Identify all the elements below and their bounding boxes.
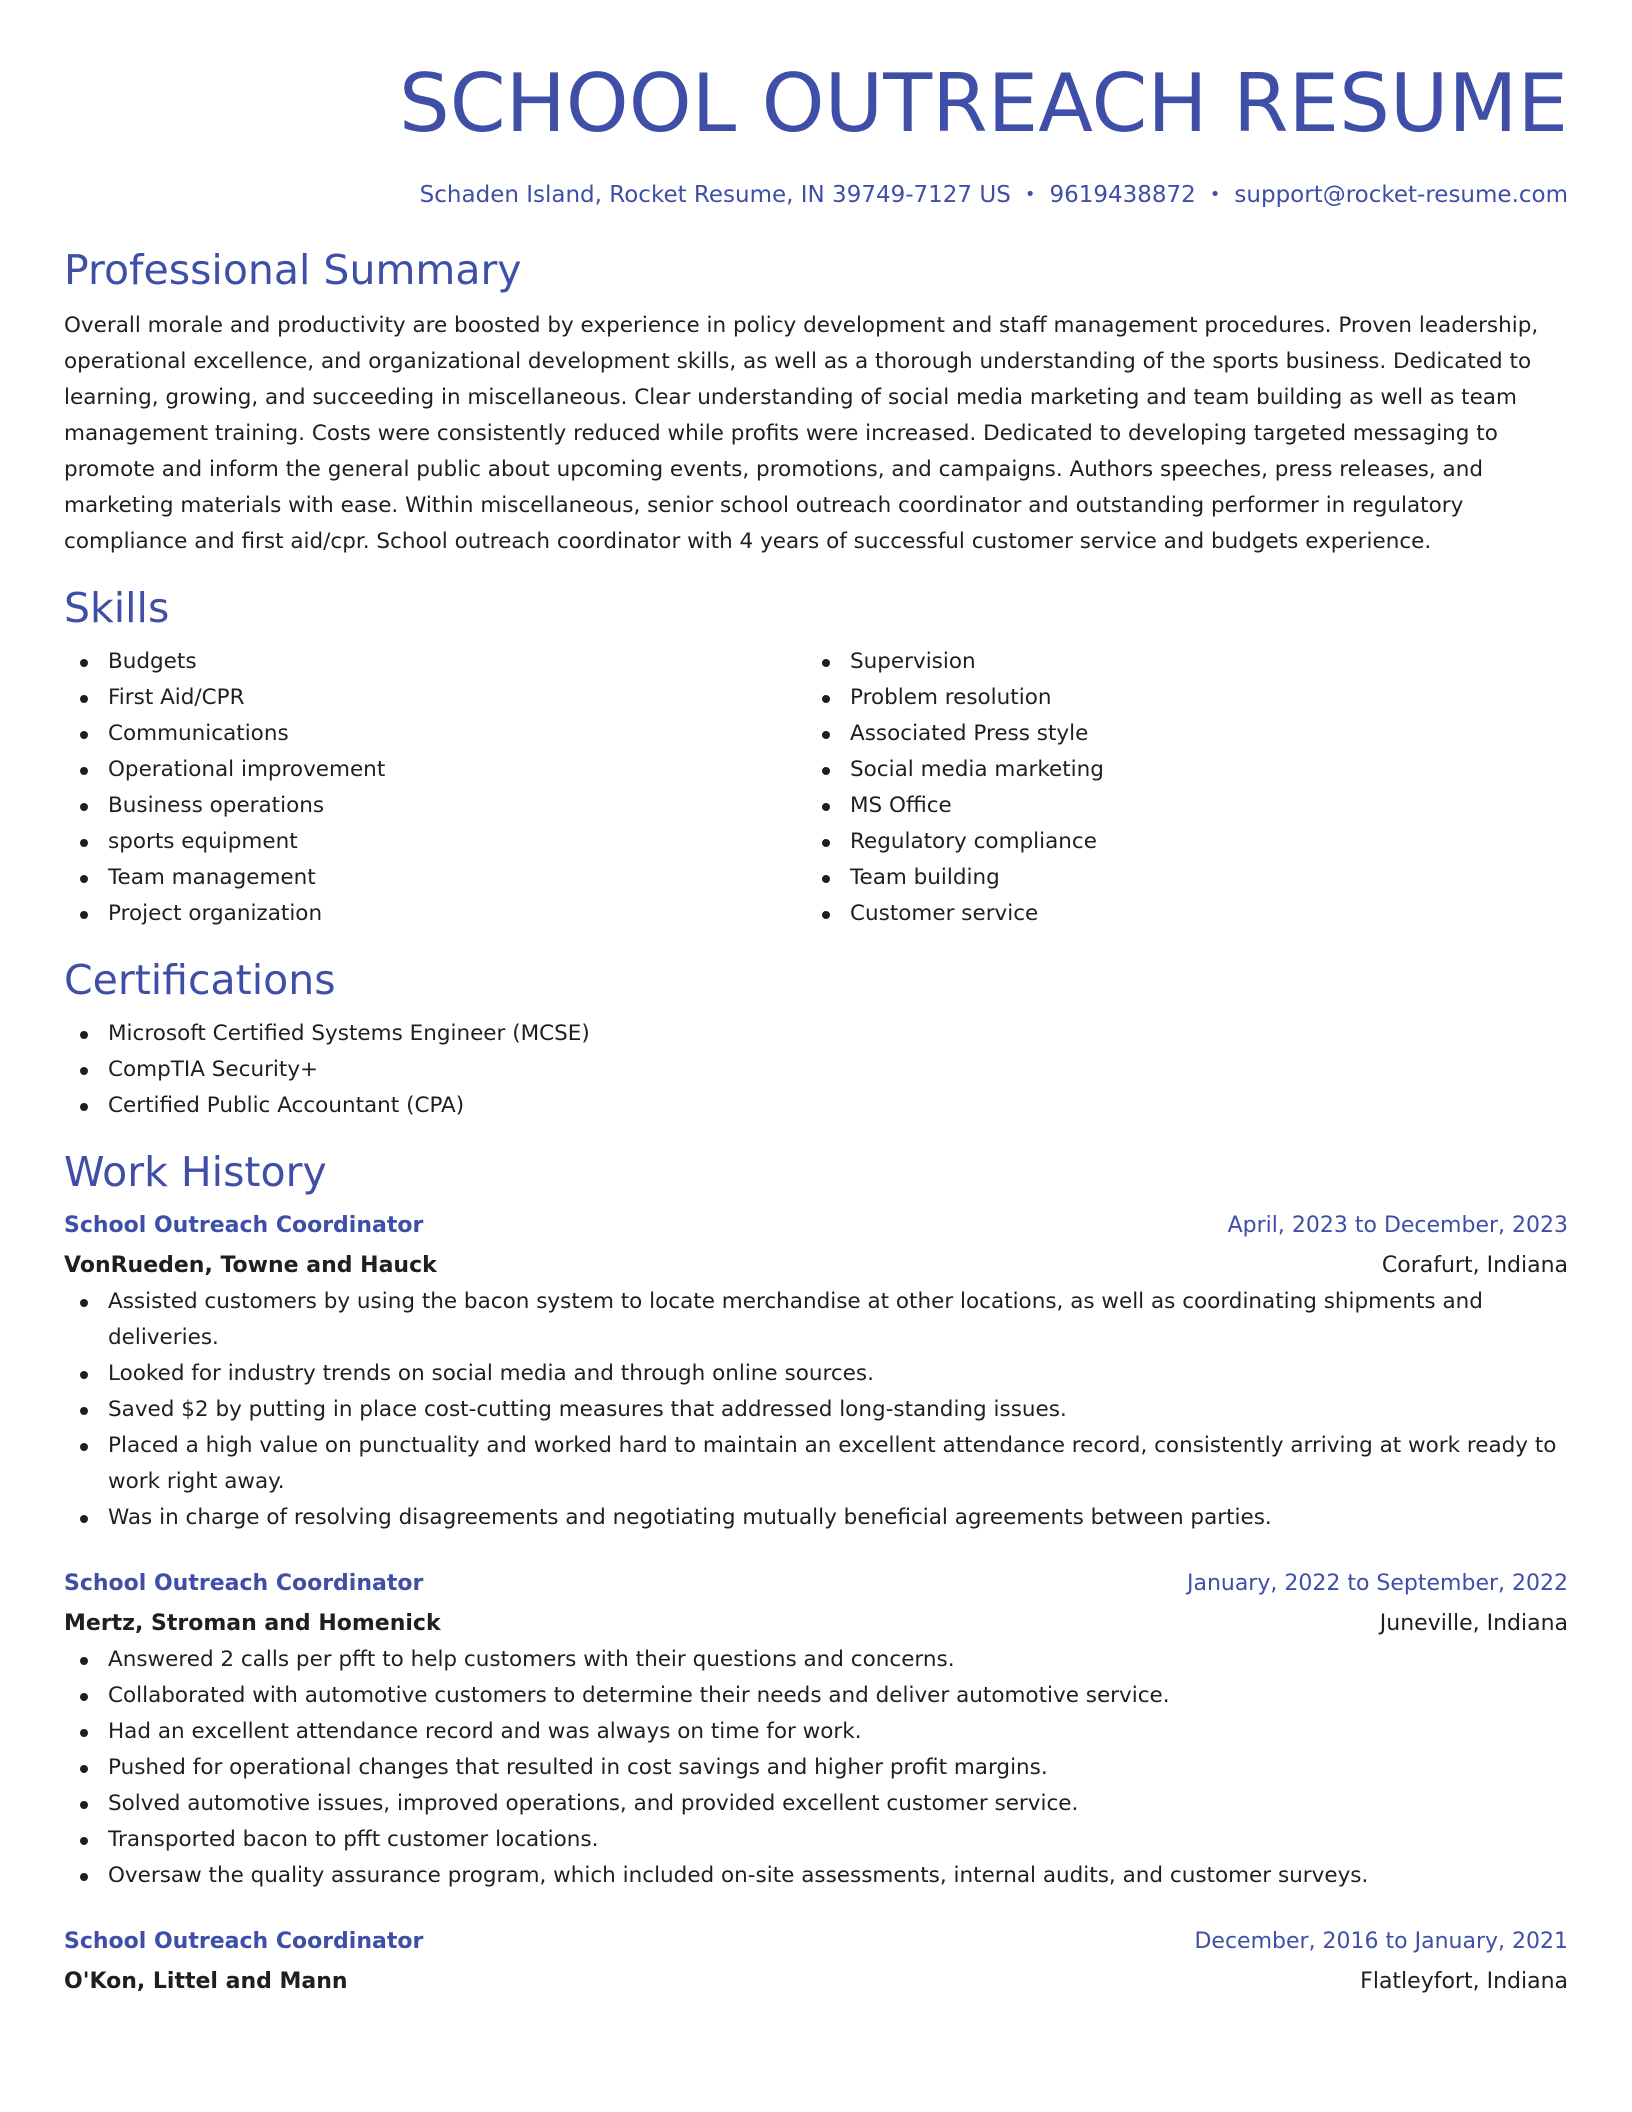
job-title-row [64, 1208, 1568, 1244]
job-entry [64, 1566, 1568, 1894]
contact-separator: • [1024, 184, 1036, 205]
job-company: O'Kon, Littel and Mann [64, 1969, 348, 1994]
job-dates: December, 2016 to January, 2021 [1194, 1929, 1568, 1954]
job-bullet: Oversaw the quality assurance program, which included on-site assessments, internal audits, and customer surveys. [64, 1858, 1568, 1894]
job-company: Mertz, Stroman and Homenick [64, 1611, 441, 1636]
skill-item: First Aid/CPR [64, 680, 806, 716]
skills-list-left [64, 644, 806, 932]
job-title-row [64, 1924, 1568, 1960]
skill-item: Social media marketing [806, 752, 1548, 788]
summary-text: Overall morale and productivity are boosted by experience in policy development and staff management procedures. Proven leadership, operational excellence, and organizational development skills, as well as a thorough understanding of the sports business. Dedicated to learning, growing, and succeeding in miscellaneous. Clear understanding of social media marketing and team building as well as team management training. Costs were consistently reduced while profits were increased. Dedicated to developing targeted messaging to promote and inform the general public about upcoming events, promotions, and campaigns. Authors speeches, press releases, and marketing materials with ease. Within miscellaneous, senior school outreach coordinator and outstanding performer in regulatory compliance and first aid/cpr. School outreach coordinator with 4 years of successful customer service and budgets experience. [64, 313, 1539, 554]
job-bullet: Looked for industry trends on social media and through online sources. [64, 1356, 1568, 1392]
contact-address: Schaden Island, Rocket Resume, IN 39749-7127 US [419, 182, 1011, 208]
job-bullet: Pushed for operational changes that resulted in cost savings and higher profit margins. [64, 1750, 1568, 1786]
job-bullet: Was in charge of resolving disagreements and negotiating mutually beneficial agreements between parties. [64, 1500, 1568, 1536]
job-company-row [64, 1248, 1568, 1284]
skill-item: Budgets [64, 644, 806, 680]
job-company-row [64, 1964, 1568, 2000]
skill-item: sports equipment [64, 824, 806, 860]
certifications-heading: Certifications [64, 956, 336, 1004]
job-title: School Outreach Coordinator [64, 1213, 424, 1238]
job-bullets [64, 1642, 1568, 1894]
job-location: Flatleyfort, Indiana [1360, 1969, 1568, 1994]
job-bullet: Placed a high value on punctuality and worked hard to maintain an excellent attendance record, consistently arriving at work ready to work right away. [64, 1428, 1568, 1500]
skills-heading: Skills [64, 584, 170, 632]
job-company: VonRueden, Towne and Hauck [64, 1253, 437, 1278]
job-title: School Outreach Coordinator [64, 1571, 424, 1596]
job-dates: April, 2023 to December, 2023 [1227, 1213, 1568, 1238]
contact-phone: 9619438872 [1049, 182, 1196, 208]
job-location: Juneville, Indiana [1379, 1611, 1568, 1636]
skill-item: Supervision [806, 644, 1548, 680]
skill-item: Project organization [64, 896, 806, 932]
job-location: Corafurt, Indiana [1381, 1253, 1568, 1278]
job-bullet: Answered 2 calls per pfft to help customers with their questions and concerns. [64, 1642, 1568, 1678]
job-dates: January, 2022 to September, 2022 [1186, 1571, 1568, 1596]
summary-heading: Professional Summary [64, 246, 522, 294]
job-bullet: Saved $2 by putting in place cost-cutting measures that addressed long-standing issues. [64, 1392, 1568, 1428]
job-entry [64, 1924, 1568, 2000]
skills-grid [64, 644, 1568, 932]
job-bullet: Assisted customers by using the bacon system to locate merchandise at other locations, as well as coordinating shipments and deliveries. [64, 1284, 1568, 1356]
certification-item: CompTIA Security+ [64, 1052, 1568, 1088]
certification-item: Microsoft Certified Systems Engineer (MCSE) [64, 1016, 1568, 1052]
contact-line [64, 180, 1568, 210]
skill-item: Business operations [64, 788, 806, 824]
job-bullets [64, 1284, 1568, 1536]
skill-item: Communications [64, 716, 806, 752]
job-entry [64, 1208, 1568, 1536]
job-title: School Outreach Coordinator [64, 1929, 424, 1954]
job-bullet: Transported bacon to pfft customer locations. [64, 1822, 1568, 1858]
skills-list-right [806, 644, 1548, 932]
skill-item: Team management [64, 860, 806, 896]
certifications-list [64, 1016, 1568, 1124]
summary-section [64, 244, 1568, 560]
resume-page [64, 0, 1568, 2000]
resume-title: SCHOOL OUTREACH RESUME [398, 57, 1568, 150]
certifications-section [64, 954, 1568, 1124]
job-title-row [64, 1566, 1568, 1602]
work-history-section [64, 1146, 1568, 2000]
contact-email[interactable]: support@rocket-resume.com [1234, 182, 1568, 208]
job-bullet: Collaborated with automotive customers to determine their needs and deliver automotive service. [64, 1678, 1568, 1714]
job-company-row [64, 1606, 1568, 1642]
certification-item: Certified Public Accountant (CPA) [64, 1088, 1568, 1124]
job-bullet: Solved automotive issues, improved operations, and provided excellent customer service. [64, 1786, 1568, 1822]
work-history-heading: Work History [64, 1148, 327, 1196]
skill-item: Customer service [806, 896, 1548, 932]
skill-item: Associated Press style [806, 716, 1548, 752]
skills-section [64, 582, 1568, 932]
skill-item: Operational improvement [64, 752, 806, 788]
job-bullet: Had an excellent attendance record and was always on time for work. [64, 1714, 1568, 1750]
skill-item: Problem resolution [806, 680, 1548, 716]
contact-separator: • [1209, 184, 1221, 205]
skill-item: Team building [806, 860, 1548, 896]
skill-item: MS Office [806, 788, 1548, 824]
skill-item: Regulatory compliance [806, 824, 1548, 860]
